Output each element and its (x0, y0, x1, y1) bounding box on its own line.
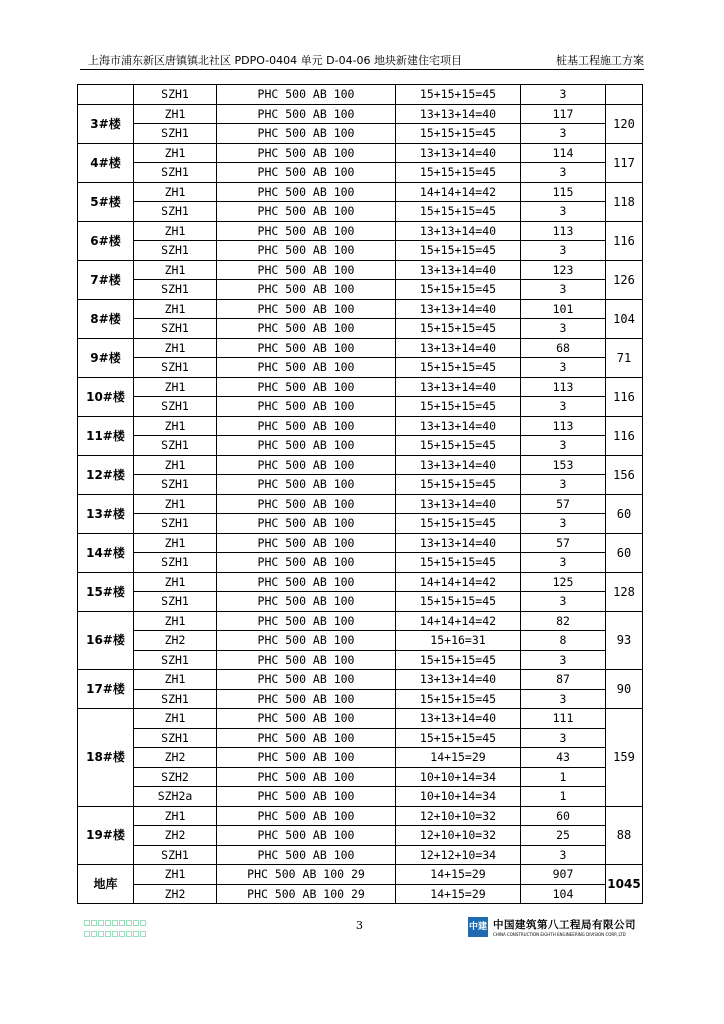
building-total-cell: 90 (606, 670, 643, 709)
pile-type-cell: PHC 500 AB 100 (217, 806, 396, 826)
pile-type-cell: PHC 500 AB 100 (217, 104, 396, 124)
pile-type-cell: PHC 500 AB 100 (217, 845, 396, 865)
pile-type-cell: PHC 500 AB 100 (217, 280, 396, 300)
pile-length-cell: 15+15+15=45 (396, 553, 521, 573)
table-row (78, 85, 643, 105)
pile-code-cell: SZH1 (134, 514, 217, 534)
pile-length-cell: 15+15+15=45 (396, 689, 521, 709)
pile-count-cell: 3 (521, 728, 606, 748)
pile-length-cell: 15+15+15=45 (396, 650, 521, 670)
pile-type-cell: PHC 500 AB 100 (217, 475, 396, 495)
pile-length-cell: 14+15=29 (396, 884, 521, 904)
pile-length-cell: 13+13+14=40 (396, 670, 521, 690)
pile-count-cell: 3 (521, 553, 606, 573)
pile-count-cell: 3 (521, 436, 606, 456)
pile-type-cell: PHC 500 AB 100 (217, 670, 396, 690)
pile-length-cell: 14+14+14=42 (396, 182, 521, 202)
table-row (78, 221, 643, 241)
pile-length-cell: 15+15+15=45 (396, 514, 521, 534)
building-cell: 3#楼 (78, 104, 134, 143)
building-cell: 10#楼 (78, 377, 134, 416)
pile-type-cell: PHC 500 AB 100 (217, 709, 396, 729)
building-cell: 11#楼 (78, 416, 134, 455)
pile-count-cell: 907 (521, 865, 606, 885)
pile-type-cell: PHC 500 AB 100 (217, 163, 396, 183)
pile-count-cell: 1 (521, 767, 606, 787)
pile-code-cell: ZH1 (134, 416, 217, 436)
pile-count-cell: 3 (521, 689, 606, 709)
pile-length-cell: 15+15+15=45 (396, 85, 521, 105)
pile-count-cell: 104 (521, 884, 606, 904)
pile-count-cell: 123 (521, 260, 606, 280)
pile-length-cell: 12+10+10=32 (396, 806, 521, 826)
pile-type-cell: PHC 500 AB 100 (217, 397, 396, 417)
pile-length-cell: 15+15+15=45 (396, 241, 521, 261)
building-total-cell: 159 (606, 709, 643, 807)
building-cell: 7#楼 (78, 260, 134, 299)
watermark-grid (84, 920, 144, 940)
building-total-cell: 128 (606, 572, 643, 611)
table-row (78, 475, 643, 495)
pile-length-cell: 14+14+14=42 (396, 572, 521, 592)
pile-type-cell: PHC 500 AB 100 (217, 358, 396, 378)
pile-count-cell: 3 (521, 514, 606, 534)
table-row (78, 650, 643, 670)
pile-count-cell: 57 (521, 533, 606, 553)
building-total-cell: 1045 (606, 865, 643, 904)
pile-type-cell: PHC 500 AB 100 (217, 241, 396, 261)
pile-length-cell: 15+15+15=45 (396, 436, 521, 456)
building-total-cell: 104 (606, 299, 643, 338)
building-total-cell: 60 (606, 494, 643, 533)
pile-type-cell: PHC 500 AB 100 (217, 124, 396, 144)
table-row (78, 553, 643, 573)
building-total-cell: 71 (606, 338, 643, 377)
building-total-cell: 93 (606, 611, 643, 670)
pile-code-cell: SZH1 (134, 475, 217, 495)
pile-length-cell: 15+15+15=45 (396, 280, 521, 300)
pile-code-cell: ZH2 (134, 826, 217, 846)
pile-type-cell: PHC 500 AB 100 (217, 689, 396, 709)
pile-code-cell: SZH1 (134, 241, 217, 261)
pile-length-cell: 12+12+10=34 (396, 845, 521, 865)
pile-count-cell: 3 (521, 85, 606, 105)
pile-count-cell: 113 (521, 221, 606, 241)
pile-count-cell: 82 (521, 611, 606, 631)
table-row (78, 104, 643, 124)
pile-code-cell: ZH2 (134, 748, 217, 768)
building-total-cell: 116 (606, 377, 643, 416)
building-total-cell: 156 (606, 455, 643, 494)
table-row (78, 416, 643, 436)
pile-type-cell: PHC 500 AB 100 (217, 202, 396, 222)
pile-code-cell: SZH1 (134, 319, 217, 339)
pile-length-cell: 13+13+14=40 (396, 455, 521, 475)
pile-length-cell: 13+13+14=40 (396, 260, 521, 280)
table-row (78, 163, 643, 183)
building-total-cell: 126 (606, 260, 643, 299)
table-row (78, 728, 643, 748)
pile-code-cell: SZH1 (134, 163, 217, 183)
pile-type-cell: PHC 500 AB 100 (217, 85, 396, 105)
pile-table (77, 84, 643, 904)
table-row (78, 533, 643, 553)
pile-code-cell: SZH1 (134, 650, 217, 670)
pile-type-cell: PHC 500 AB 100 (217, 299, 396, 319)
pile-code-cell: SZH1 (134, 553, 217, 573)
pile-length-cell: 14+14+14=42 (396, 611, 521, 631)
pile-type-cell: PHC 500 AB 100 (217, 592, 396, 612)
table-row (78, 319, 643, 339)
pile-code-cell: ZH2 (134, 631, 217, 651)
pile-code-cell: SZH1 (134, 85, 217, 105)
pile-count-cell: 125 (521, 572, 606, 592)
pile-count-cell: 3 (521, 475, 606, 495)
page-number: 3 (356, 919, 363, 932)
pile-length-cell: 13+13+14=40 (396, 533, 521, 553)
pile-count-cell: 68 (521, 338, 606, 358)
pile-code-cell: SZH1 (134, 436, 217, 456)
pile-length-cell: 13+13+14=40 (396, 709, 521, 729)
table-row (78, 787, 643, 807)
table-row (78, 670, 643, 690)
pile-count-cell: 115 (521, 182, 606, 202)
pile-code-cell: SZH1 (134, 845, 217, 865)
pile-length-cell: 13+13+14=40 (396, 299, 521, 319)
pile-count-cell: 3 (521, 845, 606, 865)
header-doc-name: 桩基工程施工方案 (556, 54, 644, 67)
pile-code-cell: ZH1 (134, 182, 217, 202)
table-row (78, 611, 643, 631)
pile-code-cell: ZH1 (134, 377, 217, 397)
pile-count-cell: 25 (521, 826, 606, 846)
pile-code-cell: ZH1 (134, 806, 217, 826)
building-cell: 4#楼 (78, 143, 134, 182)
pile-code-cell: ZH2 (134, 884, 217, 904)
pile-type-cell: PHC 500 AB 100 (217, 748, 396, 768)
building-total-cell: 116 (606, 416, 643, 455)
pile-code-cell: ZH1 (134, 572, 217, 592)
pile-count-cell: 114 (521, 143, 606, 163)
pile-type-cell: PHC 500 AB 100 (217, 631, 396, 651)
pile-type-cell: PHC 500 AB 100 29 (217, 884, 396, 904)
pile-count-cell: 3 (521, 650, 606, 670)
pile-count-cell: 3 (521, 397, 606, 417)
pile-length-cell: 14+15=29 (396, 865, 521, 885)
pile-count-cell: 3 (521, 592, 606, 612)
pile-type-cell: PHC 500 AB 100 (217, 767, 396, 787)
pile-count-cell: 3 (521, 280, 606, 300)
pile-count-cell: 57 (521, 494, 606, 514)
building-total-cell: 60 (606, 533, 643, 572)
pile-code-cell: ZH1 (134, 260, 217, 280)
pile-count-cell: 3 (521, 202, 606, 222)
building-cell: 8#楼 (78, 299, 134, 338)
pile-code-cell: SZH2 (134, 767, 217, 787)
pile-code-cell: SZH1 (134, 592, 217, 612)
pile-type-cell: PHC 500 AB 100 (217, 182, 396, 202)
pile-count-cell: 1 (521, 787, 606, 807)
table-row (78, 436, 643, 456)
pile-type-cell: PHC 500 AB 100 (217, 611, 396, 631)
pile-code-cell: ZH1 (134, 709, 217, 729)
pile-length-cell: 10+10+14=34 (396, 767, 521, 787)
building-cell: 16#楼 (78, 611, 134, 670)
pile-length-cell: 15+15+15=45 (396, 319, 521, 339)
pile-code-cell: SZH1 (134, 728, 217, 748)
pile-type-cell: PHC 500 AB 100 (217, 728, 396, 748)
pile-length-cell: 15+15+15=45 (396, 592, 521, 612)
pile-code-cell: SZH1 (134, 280, 217, 300)
pile-type-cell: PHC 500 AB 100 (217, 514, 396, 534)
pile-code-cell: SZH2a (134, 787, 217, 807)
company-name-en: CHINA CONSTRUCTION EIGHTH ENGINEERING DIVISION CORP.,LTD (493, 932, 626, 937)
pile-length-cell: 12+10+10=32 (396, 826, 521, 846)
building-total-cell (606, 85, 643, 105)
pile-length-cell: 13+13+14=40 (396, 221, 521, 241)
building-cell (78, 85, 134, 105)
building-total-cell: 117 (606, 143, 643, 182)
table-row (78, 884, 643, 904)
pile-type-cell: PHC 500 AB 100 (217, 221, 396, 241)
pile-type-cell: PHC 500 AB 100 (217, 319, 396, 339)
table-row (78, 397, 643, 417)
pile-code-cell: ZH1 (134, 494, 217, 514)
building-cell: 12#楼 (78, 455, 134, 494)
pile-type-cell: PHC 500 AB 100 (217, 533, 396, 553)
building-cell: 5#楼 (78, 182, 134, 221)
table-row (78, 806, 643, 826)
table-row (78, 299, 643, 319)
pile-type-cell: PHC 500 AB 100 (217, 436, 396, 456)
pile-code-cell: SZH1 (134, 124, 217, 144)
building-total-cell: 88 (606, 806, 643, 865)
pile-type-cell: PHC 500 AB 100 (217, 787, 396, 807)
building-cell: 14#楼 (78, 533, 134, 572)
pile-type-cell: PHC 500 AB 100 (217, 143, 396, 163)
pile-code-cell: SZH1 (134, 397, 217, 417)
pile-length-cell: 15+15+15=45 (396, 358, 521, 378)
pile-type-cell: PHC 500 AB 100 (217, 650, 396, 670)
pile-count-cell: 87 (521, 670, 606, 690)
pile-code-cell: ZH1 (134, 865, 217, 885)
pile-type-cell: PHC 500 AB 100 (217, 338, 396, 358)
pile-type-cell: PHC 500 AB 100 (217, 572, 396, 592)
pile-length-cell: 13+13+14=40 (396, 104, 521, 124)
pile-length-cell: 15+15+15=45 (396, 728, 521, 748)
pile-code-cell: ZH1 (134, 611, 217, 631)
pile-code-cell: ZH1 (134, 221, 217, 241)
pile-length-cell: 13+13+14=40 (396, 416, 521, 436)
pile-code-cell: ZH1 (134, 455, 217, 475)
building-cell: 6#楼 (78, 221, 134, 260)
table-row (78, 202, 643, 222)
building-cell: 15#楼 (78, 572, 134, 611)
table-row (78, 377, 643, 397)
building-total-cell: 116 (606, 221, 643, 260)
pile-length-cell: 14+15=29 (396, 748, 521, 768)
pile-count-cell: 3 (521, 124, 606, 144)
building-total-cell: 118 (606, 182, 643, 221)
table-row (78, 358, 643, 378)
pile-length-cell: 15+15+15=45 (396, 124, 521, 144)
table-row (78, 592, 643, 612)
cscec-logo-icon: 中建 (468, 917, 488, 937)
table-row (78, 280, 643, 300)
pile-length-cell: 10+10+14=34 (396, 787, 521, 807)
header-divider (80, 69, 644, 70)
building-cell: 17#楼 (78, 670, 134, 709)
pile-length-cell: 13+13+14=40 (396, 143, 521, 163)
table-row (78, 865, 643, 885)
table-row (78, 455, 643, 475)
table-row (78, 494, 643, 514)
pile-count-cell: 101 (521, 299, 606, 319)
table-row (78, 826, 643, 846)
pile-code-cell: ZH1 (134, 670, 217, 690)
pile-length-cell: 15+15+15=45 (396, 163, 521, 183)
pile-count-cell: 113 (521, 416, 606, 436)
pile-count-cell: 117 (521, 104, 606, 124)
pile-count-cell: 43 (521, 748, 606, 768)
table-row (78, 182, 643, 202)
pile-length-cell: 13+13+14=40 (396, 377, 521, 397)
table-row (78, 241, 643, 261)
building-cell: 13#楼 (78, 494, 134, 533)
pile-length-cell: 15+16=31 (396, 631, 521, 651)
pile-code-cell: ZH1 (134, 338, 217, 358)
pile-code-cell: ZH1 (134, 104, 217, 124)
table-row (78, 260, 643, 280)
pile-code-cell: ZH1 (134, 533, 217, 553)
table-row (78, 514, 643, 534)
pile-type-cell: PHC 500 AB 100 29 (217, 865, 396, 885)
company-name-cn: 中国建筑第八工程局有限公司 (493, 919, 636, 931)
pile-type-cell: PHC 500 AB 100 (217, 416, 396, 436)
pile-count-cell: 8 (521, 631, 606, 651)
pile-code-cell: SZH1 (134, 689, 217, 709)
pile-count-cell: 3 (521, 358, 606, 378)
pile-table-wrapper (77, 84, 642, 904)
pile-count-cell: 153 (521, 455, 606, 475)
pile-count-cell: 111 (521, 709, 606, 729)
table-row (78, 631, 643, 651)
pile-count-cell: 3 (521, 163, 606, 183)
pile-type-cell: PHC 500 AB 100 (217, 553, 396, 573)
building-cell: 9#楼 (78, 338, 134, 377)
company-logo (468, 917, 636, 937)
table-row (78, 709, 643, 729)
table-row (78, 689, 643, 709)
pile-count-cell: 3 (521, 241, 606, 261)
table-row (78, 572, 643, 592)
pile-count-cell: 3 (521, 319, 606, 339)
table-row (78, 143, 643, 163)
pile-code-cell: SZH1 (134, 358, 217, 378)
pile-code-cell: ZH1 (134, 143, 217, 163)
pile-length-cell: 15+15+15=45 (396, 475, 521, 495)
pile-count-cell: 113 (521, 377, 606, 397)
pile-type-cell: PHC 500 AB 100 (217, 494, 396, 514)
table-row (78, 748, 643, 768)
table-row (78, 845, 643, 865)
pile-type-cell: PHC 500 AB 100 (217, 377, 396, 397)
pile-code-cell: ZH1 (134, 299, 217, 319)
pile-count-cell: 60 (521, 806, 606, 826)
pile-type-cell: PHC 500 AB 100 (217, 260, 396, 280)
header-title: 上海市浦东新区唐镇镇北社区 PDPO-0404 单元 D-04-06 地块新建住宅项目 (88, 54, 463, 67)
building-cell: 地库 (78, 865, 134, 904)
pile-length-cell: 13+13+14=40 (396, 494, 521, 514)
pile-length-cell: 15+15+15=45 (396, 397, 521, 417)
building-cell: 18#楼 (78, 709, 134, 807)
building-cell: 19#楼 (78, 806, 134, 865)
pile-code-cell: SZH1 (134, 202, 217, 222)
pile-length-cell: 13+13+14=40 (396, 338, 521, 358)
pile-type-cell: PHC 500 AB 100 (217, 455, 396, 475)
building-total-cell: 120 (606, 104, 643, 143)
table-row (78, 767, 643, 787)
table-row (78, 124, 643, 144)
pile-length-cell: 15+15+15=45 (396, 202, 521, 222)
table-row (78, 338, 643, 358)
pile-type-cell: PHC 500 AB 100 (217, 826, 396, 846)
